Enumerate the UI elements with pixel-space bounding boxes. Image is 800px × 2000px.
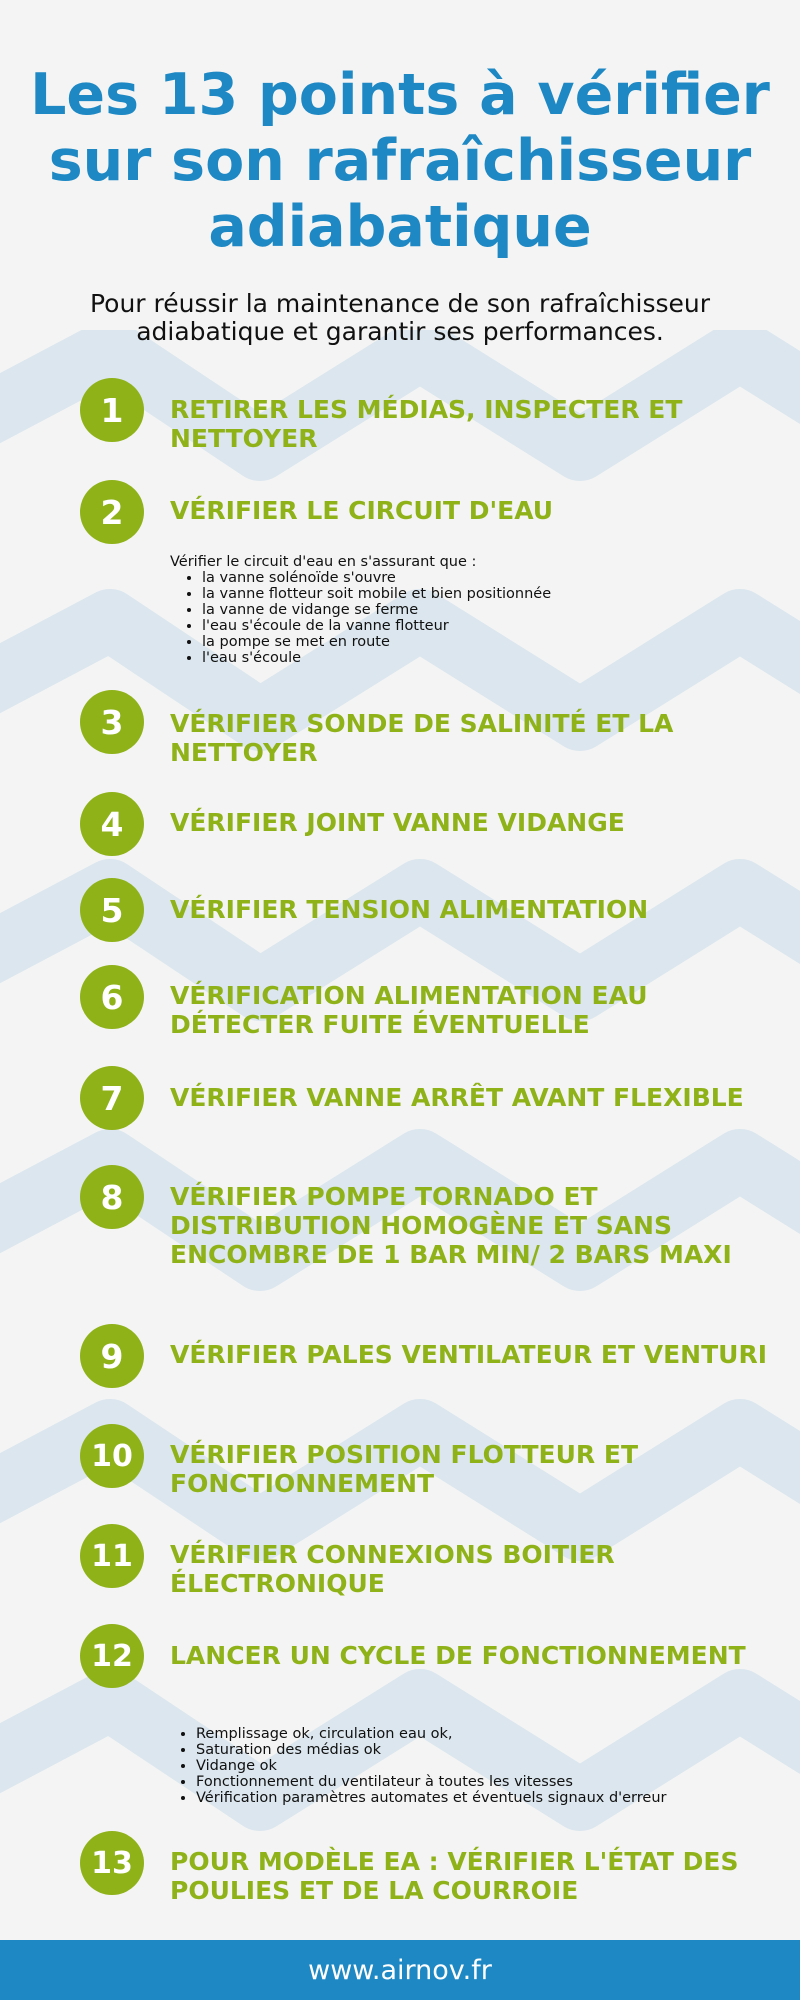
subtitle: Pour réussir la maintenance de son rafraîchisseur adiabatique et garantir ses performances. — [89, 289, 710, 346]
step-number-badge: 9 — [80, 1324, 144, 1388]
list-item: • la vanne solénoïde s'ouvre — [202, 570, 730, 586]
step-title: RETIRER LES MÉDIAS, INSPECTER ET NETTOYER — [170, 395, 683, 453]
title-line-1: Les 13 points à vérifier — [30, 62, 770, 128]
step-title: VÉRIFIER SONDE DE SALINITÉ ET LA NETTOYER — [170, 709, 674, 767]
list-item: • la vanne flotteur soit mobile et bien positionnée — [202, 586, 730, 602]
list-item: • l'eau s'écoule de la vanne flotteur — [202, 618, 730, 634]
step-12-details — [170, 1726, 770, 1806]
title-line-3: adiabatique — [208, 194, 592, 260]
step-title: VÉRIFIER POSITION FLOTTEUR ET FONCTIONNEMENT — [170, 1440, 639, 1498]
step-number-badge: 13 — [80, 1831, 144, 1895]
step-number-badge: 2 — [80, 480, 144, 544]
list-item: • Saturation des médias ok — [196, 1742, 770, 1758]
footer-bar — [0, 1940, 800, 2000]
step-title: VÉRIFIER VANNE ARRÊT AVANT FLEXIBLE — [170, 1083, 744, 1112]
list-item: • Remplissage ok, circulation eau ok, — [196, 1726, 770, 1742]
step-number-badge: 5 — [80, 878, 144, 942]
step-number-badge: 1 — [80, 378, 144, 442]
step-title: VÉRIFICATION ALIMENTATION EAU DÉTECTER FUITE ÉVENTUELLE — [170, 981, 648, 1039]
list-item: • la vanne de vidange se ferme — [202, 602, 730, 618]
step-title: VÉRIFIER TENSION ALIMENTATION — [170, 895, 649, 924]
list-item: • Fonctionnement du ventilateur à toutes les vitesses — [196, 1774, 770, 1790]
step-title: VÉRIFIER LE CIRCUIT D'EAU — [170, 496, 554, 525]
page-title — [0, 62, 800, 260]
step-title: VÉRIFIER PALES VENTILATEUR ET VENTURI — [170, 1340, 767, 1369]
step-title: POUR MODÈLE EA : VÉRIFIER L'ÉTAT DES POULIES ET DE LA COURROIE — [170, 1847, 739, 1905]
step-number-badge: 6 — [80, 965, 144, 1029]
list-item: • l'eau s'écoule — [202, 650, 730, 666]
list-item: • la pompe se met en route — [202, 634, 730, 650]
step-title: VÉRIFIER JOINT VANNE VIDANGE — [170, 808, 625, 837]
step-number-badge: 8 — [80, 1165, 144, 1229]
step-number-badge: 10 — [80, 1424, 144, 1488]
step-2-details — [170, 554, 730, 666]
step-number-badge: 11 — [80, 1524, 144, 1588]
step-number-badge: 7 — [80, 1066, 144, 1130]
step-title: LANCER UN CYCLE DE FONCTIONNEMENT — [170, 1641, 746, 1670]
title-line-2: sur son rafraîchisseur — [48, 128, 752, 194]
step-2-checklist — [170, 570, 730, 666]
step-title: VÉRIFIER POMPE TORNADO ET DISTRIBUTION HOMOGÈNE ET SANS ENCOMBRE DE 1 BAR MIN/ 2 BARS MAXI — [170, 1182, 732, 1269]
step-number-badge: 12 — [80, 1624, 144, 1688]
list-item: • Vérification paramètres automates et éventuels signaux d'erreur — [196, 1790, 770, 1806]
step-number-badge: 4 — [80, 792, 144, 856]
step-12-checklist — [170, 1726, 770, 1806]
step-title: VÉRIFIER CONNEXIONS BOITIER ÉLECTRONIQUE — [170, 1540, 615, 1598]
list-item: • Vidange ok — [196, 1758, 770, 1774]
step-number-badge: 3 — [80, 690, 144, 754]
step-2-intro: Vérifier le circuit d'eau en s'assurant que : — [170, 554, 477, 570]
website-link[interactable]: www.airnov.fr — [308, 1954, 492, 1986]
